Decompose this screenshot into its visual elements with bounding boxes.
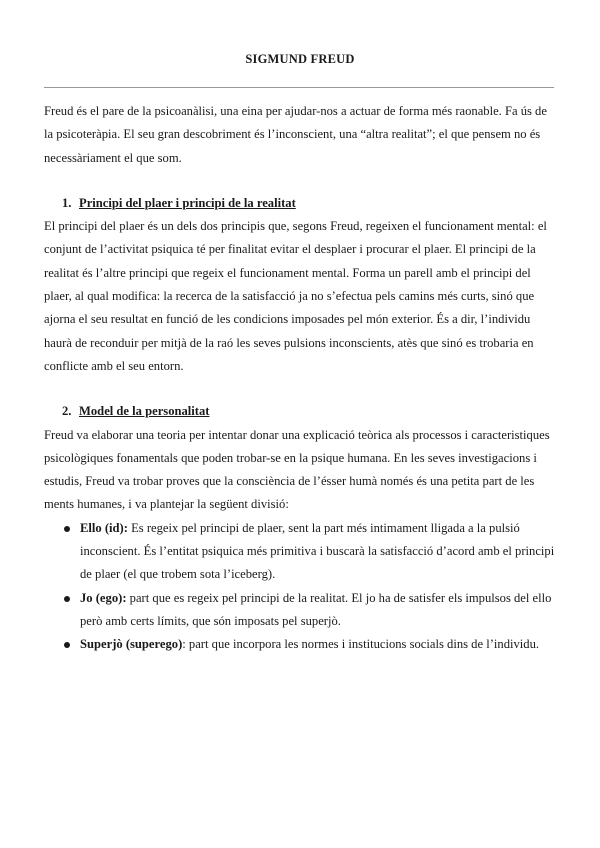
title-divider bbox=[44, 87, 554, 88]
list-item-jo bbox=[80, 587, 556, 634]
list-item-term: Ello (id): bbox=[80, 520, 128, 535]
list-item-term: Jo (ego): bbox=[80, 590, 127, 605]
section-heading-text: Model de la personalitat bbox=[79, 404, 210, 419]
section-number: 2. bbox=[62, 404, 72, 419]
section-heading-text: Principi del plaer i principi de la realitat bbox=[79, 195, 296, 210]
list-item-superjo bbox=[80, 633, 556, 656]
list-item-text: : part que incorpora les normes i institucions socials dins de l’individu. bbox=[182, 637, 540, 652]
personality-list bbox=[44, 517, 556, 657]
bullet-icon bbox=[64, 526, 70, 532]
list-item-text: Es regeix pel principi de plaer, sent la part més intimament lligada a la pulsió inconscient. És l’entitat psiquica més primitiva i buscarà la satisfacció d’acord amb el principi de plaer (el que trobem sota l’iceberg). bbox=[80, 520, 555, 582]
section-paragraph: El principi del plaer és un dels dos principis que, segons Freud, regeixen el funcionament mental: el conjunt de l’activitat psiquica té per finalitat evitar el desplaer i procurar el plaer. El principi de la realitat és l’altre principi que regeix el funcionament mental. Forma un parell amb el principi del plaer, al qual modifica: la recerca de la satisfacció ja no s’efectua pels camins més curts, sinó que ajorna el seu resultat en funció de les condicions imposades pel món exterior. És a dir, l’individu haurà de reconduir per mitjà de la raó les seves pulsions inconscients, atès que sinó es trobaria en conflicte amb el seu entorn. bbox=[44, 219, 547, 373]
section-paragraph: Freud va elaborar una teoria per intentar donar una explicació teòrica als processos i caracteristiques psicològiques fonamentals que poden trobar-se en la psique humana. En les seves investigacions i estudis, Freud va trobar proves que la consciència de l’ésser humà només és una petita part de les ments humanes, i va plantejar la següent divisió: bbox=[44, 427, 550, 512]
list-item-text: part que es regeix pel principi de la realitat. El jo ha de satisfer els impulsos del ello però amb certs límits, que són imposats pel superjò. bbox=[80, 590, 552, 628]
bullet-icon bbox=[64, 642, 70, 648]
section-number: 1. bbox=[62, 195, 72, 210]
section-heading bbox=[62, 192, 556, 215]
list-item-ello bbox=[80, 517, 556, 587]
document-body bbox=[44, 100, 556, 679]
document-title: SIGMUND FREUD bbox=[245, 52, 355, 66]
intro-paragraph: Freud és el pare de la psicoanàlisi, una eina per ajudar-nos a actuar de forma més raonable. Fa ús de la psicoteràpia. El seu gran descobriment és l’inconscient, una “altra realitat”; el que pensem no és necessàriament el que som. bbox=[44, 104, 547, 165]
section-personality-model bbox=[44, 400, 556, 656]
list-item-term: Superjò (superego) bbox=[80, 637, 183, 652]
section-heading bbox=[62, 400, 556, 423]
bullet-icon bbox=[64, 596, 70, 602]
section-pleasure-reality bbox=[44, 192, 556, 378]
